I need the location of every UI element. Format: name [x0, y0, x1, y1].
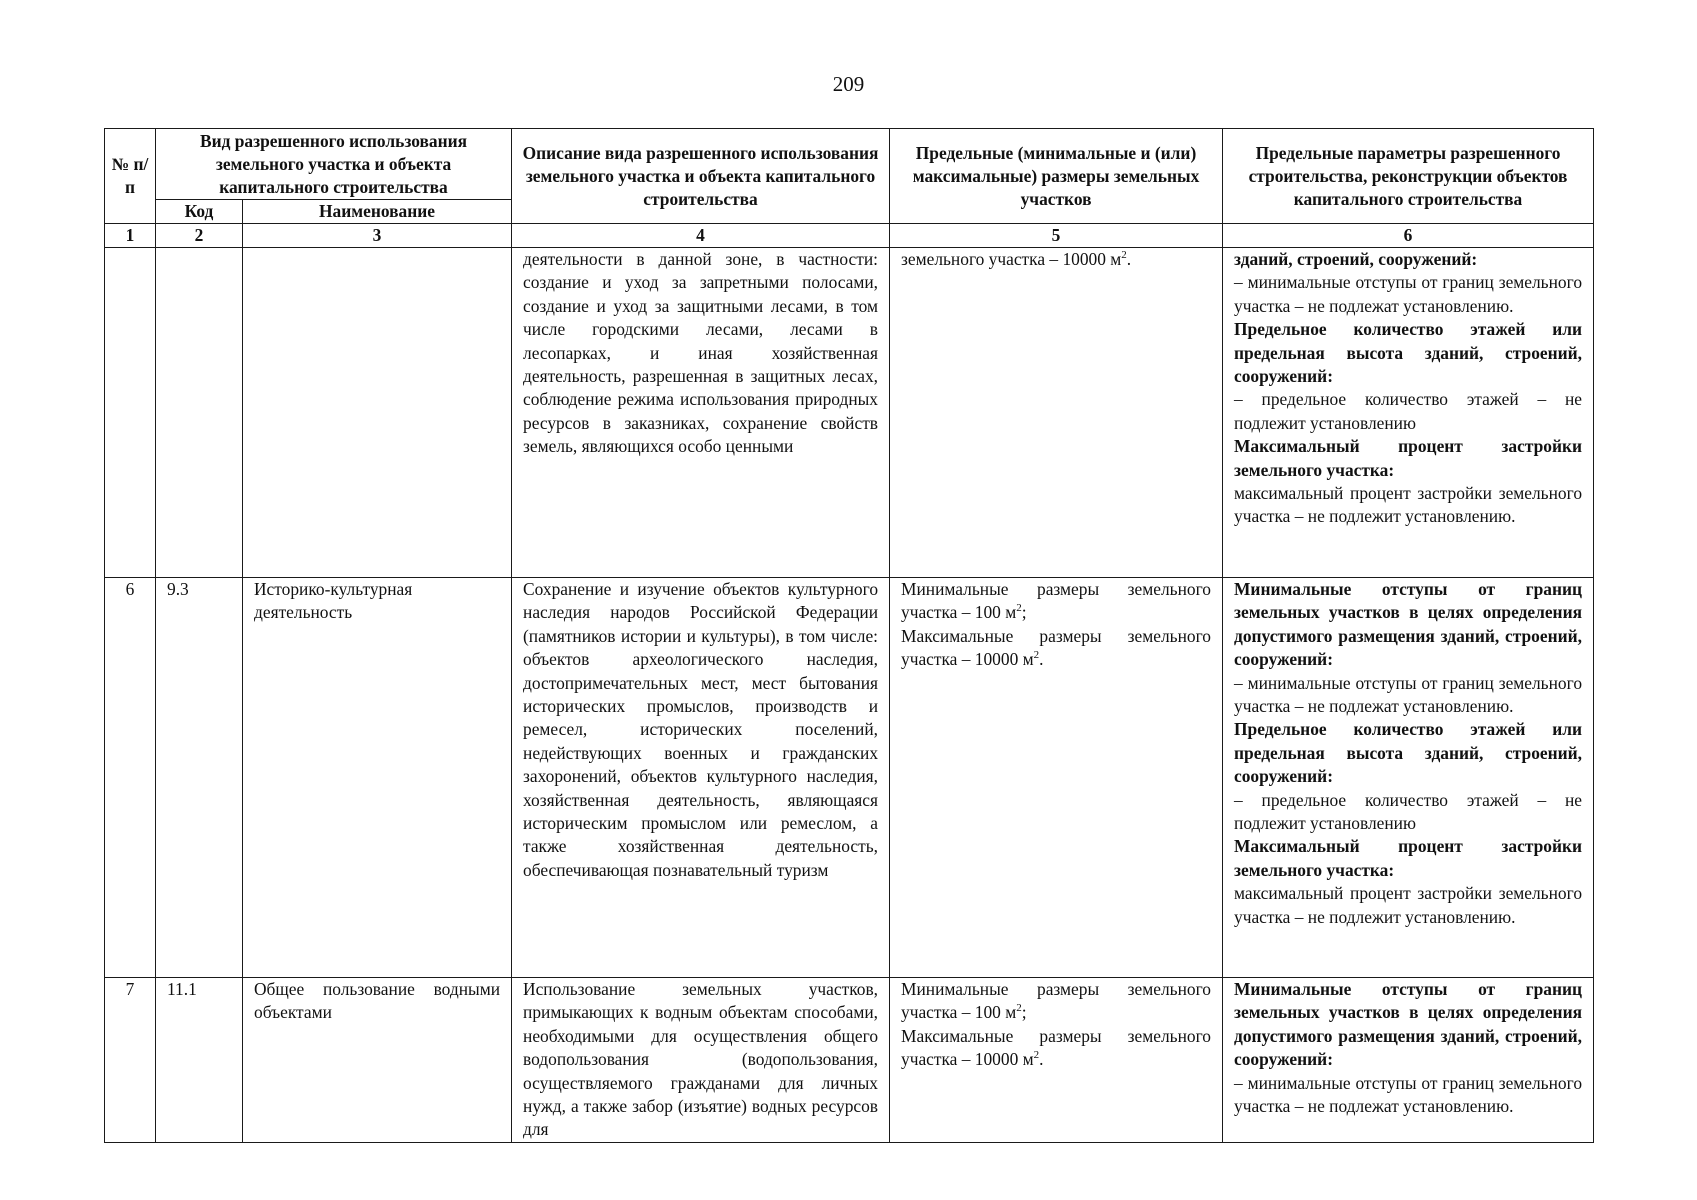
params-line: – минимальные отступы от границ земельного участка – не подлежат установлению.	[1234, 272, 1583, 316]
sizes-min: Минимальные размеры земельного участка – 100 м	[901, 579, 1212, 623]
params-line: максимальный процент застройки земельного участка – не подлежит установлению.	[1234, 483, 1583, 527]
row-description: Использование земельных участков, примыкающих к водным объектам способами, необходимыми для осуществления общего водопользования (водопользования, осуществляемого гражданами для личных нужд, а также забор (изъятие) водных ресурсов для	[512, 978, 890, 1143]
row-params	[1223, 978, 1594, 1143]
page-number: 209	[832, 72, 865, 96]
sizes-max-sup: 2	[1121, 249, 1127, 262]
column-number: 2	[156, 224, 243, 248]
row-sizes	[890, 578, 1223, 978]
sizes-max-line	[901, 625, 1211, 672]
sizes-min-sup: 2	[1016, 602, 1022, 615]
column-number-row	[105, 224, 1594, 248]
sizes-min-sup: 2	[1016, 1002, 1022, 1015]
row-code: 11.1	[156, 978, 243, 1143]
sizes-min-end: ;	[1021, 1002, 1027, 1023]
params-line: – предельное количество этажей – не подлежит установлению	[1234, 389, 1583, 433]
params-line: – минимальные отступы от границ земельного участка – не подлежат установлению.	[1234, 1072, 1583, 1117]
params-line: Максимальный процент застройки земельного участка:	[1234, 436, 1583, 480]
row-number: 7	[105, 978, 156, 1143]
params-line: – минимальные отступы от границ земельного участка – не подлежат установлению.	[1234, 672, 1583, 717]
row-params	[1223, 578, 1594, 978]
table-row	[105, 978, 1594, 1143]
row-code	[156, 248, 243, 578]
params-line: Минимальные отступы от границ земельных участков в целях определения допустимого размещения зданий, строений, сооружений:	[1234, 979, 1583, 1070]
header-name: Наименование	[243, 200, 512, 224]
row-description: деятельности в данной зоне, в частности: создание и уход за запретными полосами, создание и уход за защитными лесами, в том числе городскими лесами, лесами в лесопарках, и иная хозяйственная деятельность, разрешенная в защитных лесах, соблюдение режима использования природных ресурсов в заказниках, сохранение свойств земель, являющихся особо ценными	[512, 248, 890, 578]
params-line: максимальный процент застройки земельного участка – не подлежит установлению.	[1234, 883, 1583, 927]
sizes-max-end: .	[1039, 649, 1044, 670]
header-code: Код	[156, 200, 243, 224]
header-sizes: Предельные (минимальные и (или) максимальные) размеры земельных участков	[890, 129, 1223, 224]
sizes-max: Максимальные размеры земельного участка – 10000 м	[901, 1025, 1212, 1070]
table-row	[105, 248, 1594, 578]
column-number: 3	[243, 224, 512, 248]
header-num: № п/п	[105, 129, 156, 224]
sizes-min: Минимальные размеры земельного участка – 100 м	[901, 979, 1212, 1023]
header-use-type: Вид разрешенного использования земельного участка и объекта капитального строительства	[156, 129, 512, 200]
row-sizes	[890, 248, 1223, 578]
params-line: Минимальные отступы от границ земельных участков в целях определения допустимого размещения зданий, строений, сооружений:	[1234, 579, 1583, 670]
params-line: Максимальный процент застройки земельного участка:	[1234, 836, 1583, 880]
column-number: 4	[512, 224, 890, 248]
header-description: Описание вида разрешенного использования земельного участка и объекта капитального строительства	[512, 129, 890, 224]
params-line: Предельное количество этажей или предельная высота зданий, строений, сооружений:	[1234, 719, 1583, 787]
sizes-max-sup: 2	[1033, 1049, 1040, 1062]
sizes-min-line	[901, 978, 1211, 1025]
row-name: Историко-культурная деятельность	[243, 578, 512, 978]
column-number: 1	[105, 224, 156, 248]
sizes-max-end: .	[1126, 249, 1132, 269]
sizes-max-end: .	[1039, 1049, 1044, 1070]
sizes-max: Максимальные размеры земельного участка – 10000 м	[901, 625, 1212, 670]
table-row	[105, 578, 1594, 978]
row-name: Общее пользование водными объектами	[243, 978, 512, 1143]
row-number	[105, 248, 156, 578]
row-sizes	[890, 978, 1223, 1143]
row-code: 9.3	[156, 578, 243, 978]
column-number: 6	[1223, 224, 1594, 248]
sizes-min-line	[901, 578, 1211, 625]
row-description: Сохранение и изучение объектов культурного наследия народов Российской Федерации (памятников истории и культуры), в том числе: объектов археологического наследия, достопримечательных мест, мест бытования исторических промыслов, производств и ремесел, исторических поселений, недействующих военных и гражданских захоронений, объектов культурного наследия, хозяйственная деятельность, являющаяся историческим промыслом или ремеслом, а также хозяйственная деятельность, обеспечивающая познавательный туризм	[512, 578, 890, 978]
column-number: 5	[890, 224, 1223, 248]
sizes-max: земельного участка – 10000 м	[901, 249, 1122, 269]
params-line: зданий, строений, сооружений:	[1234, 249, 1478, 269]
params-line: Предельное количество этажей или предельная высота зданий, строений, сооружений:	[1234, 319, 1583, 387]
sizes-max-sup: 2	[1033, 649, 1040, 662]
row-params	[1223, 248, 1594, 578]
header-params: Предельные параметры разрешенного строительства, реконструкции объектов капитального строительства	[1223, 129, 1594, 224]
row-number: 6	[105, 578, 156, 978]
sizes-max-line	[901, 1025, 1211, 1072]
sizes-min-end: ;	[1021, 602, 1027, 623]
row-name	[243, 248, 512, 578]
params-line: – предельное количество этажей – не подлежит установлению	[1234, 789, 1583, 834]
land-use-regulations-table	[104, 128, 1594, 1143]
